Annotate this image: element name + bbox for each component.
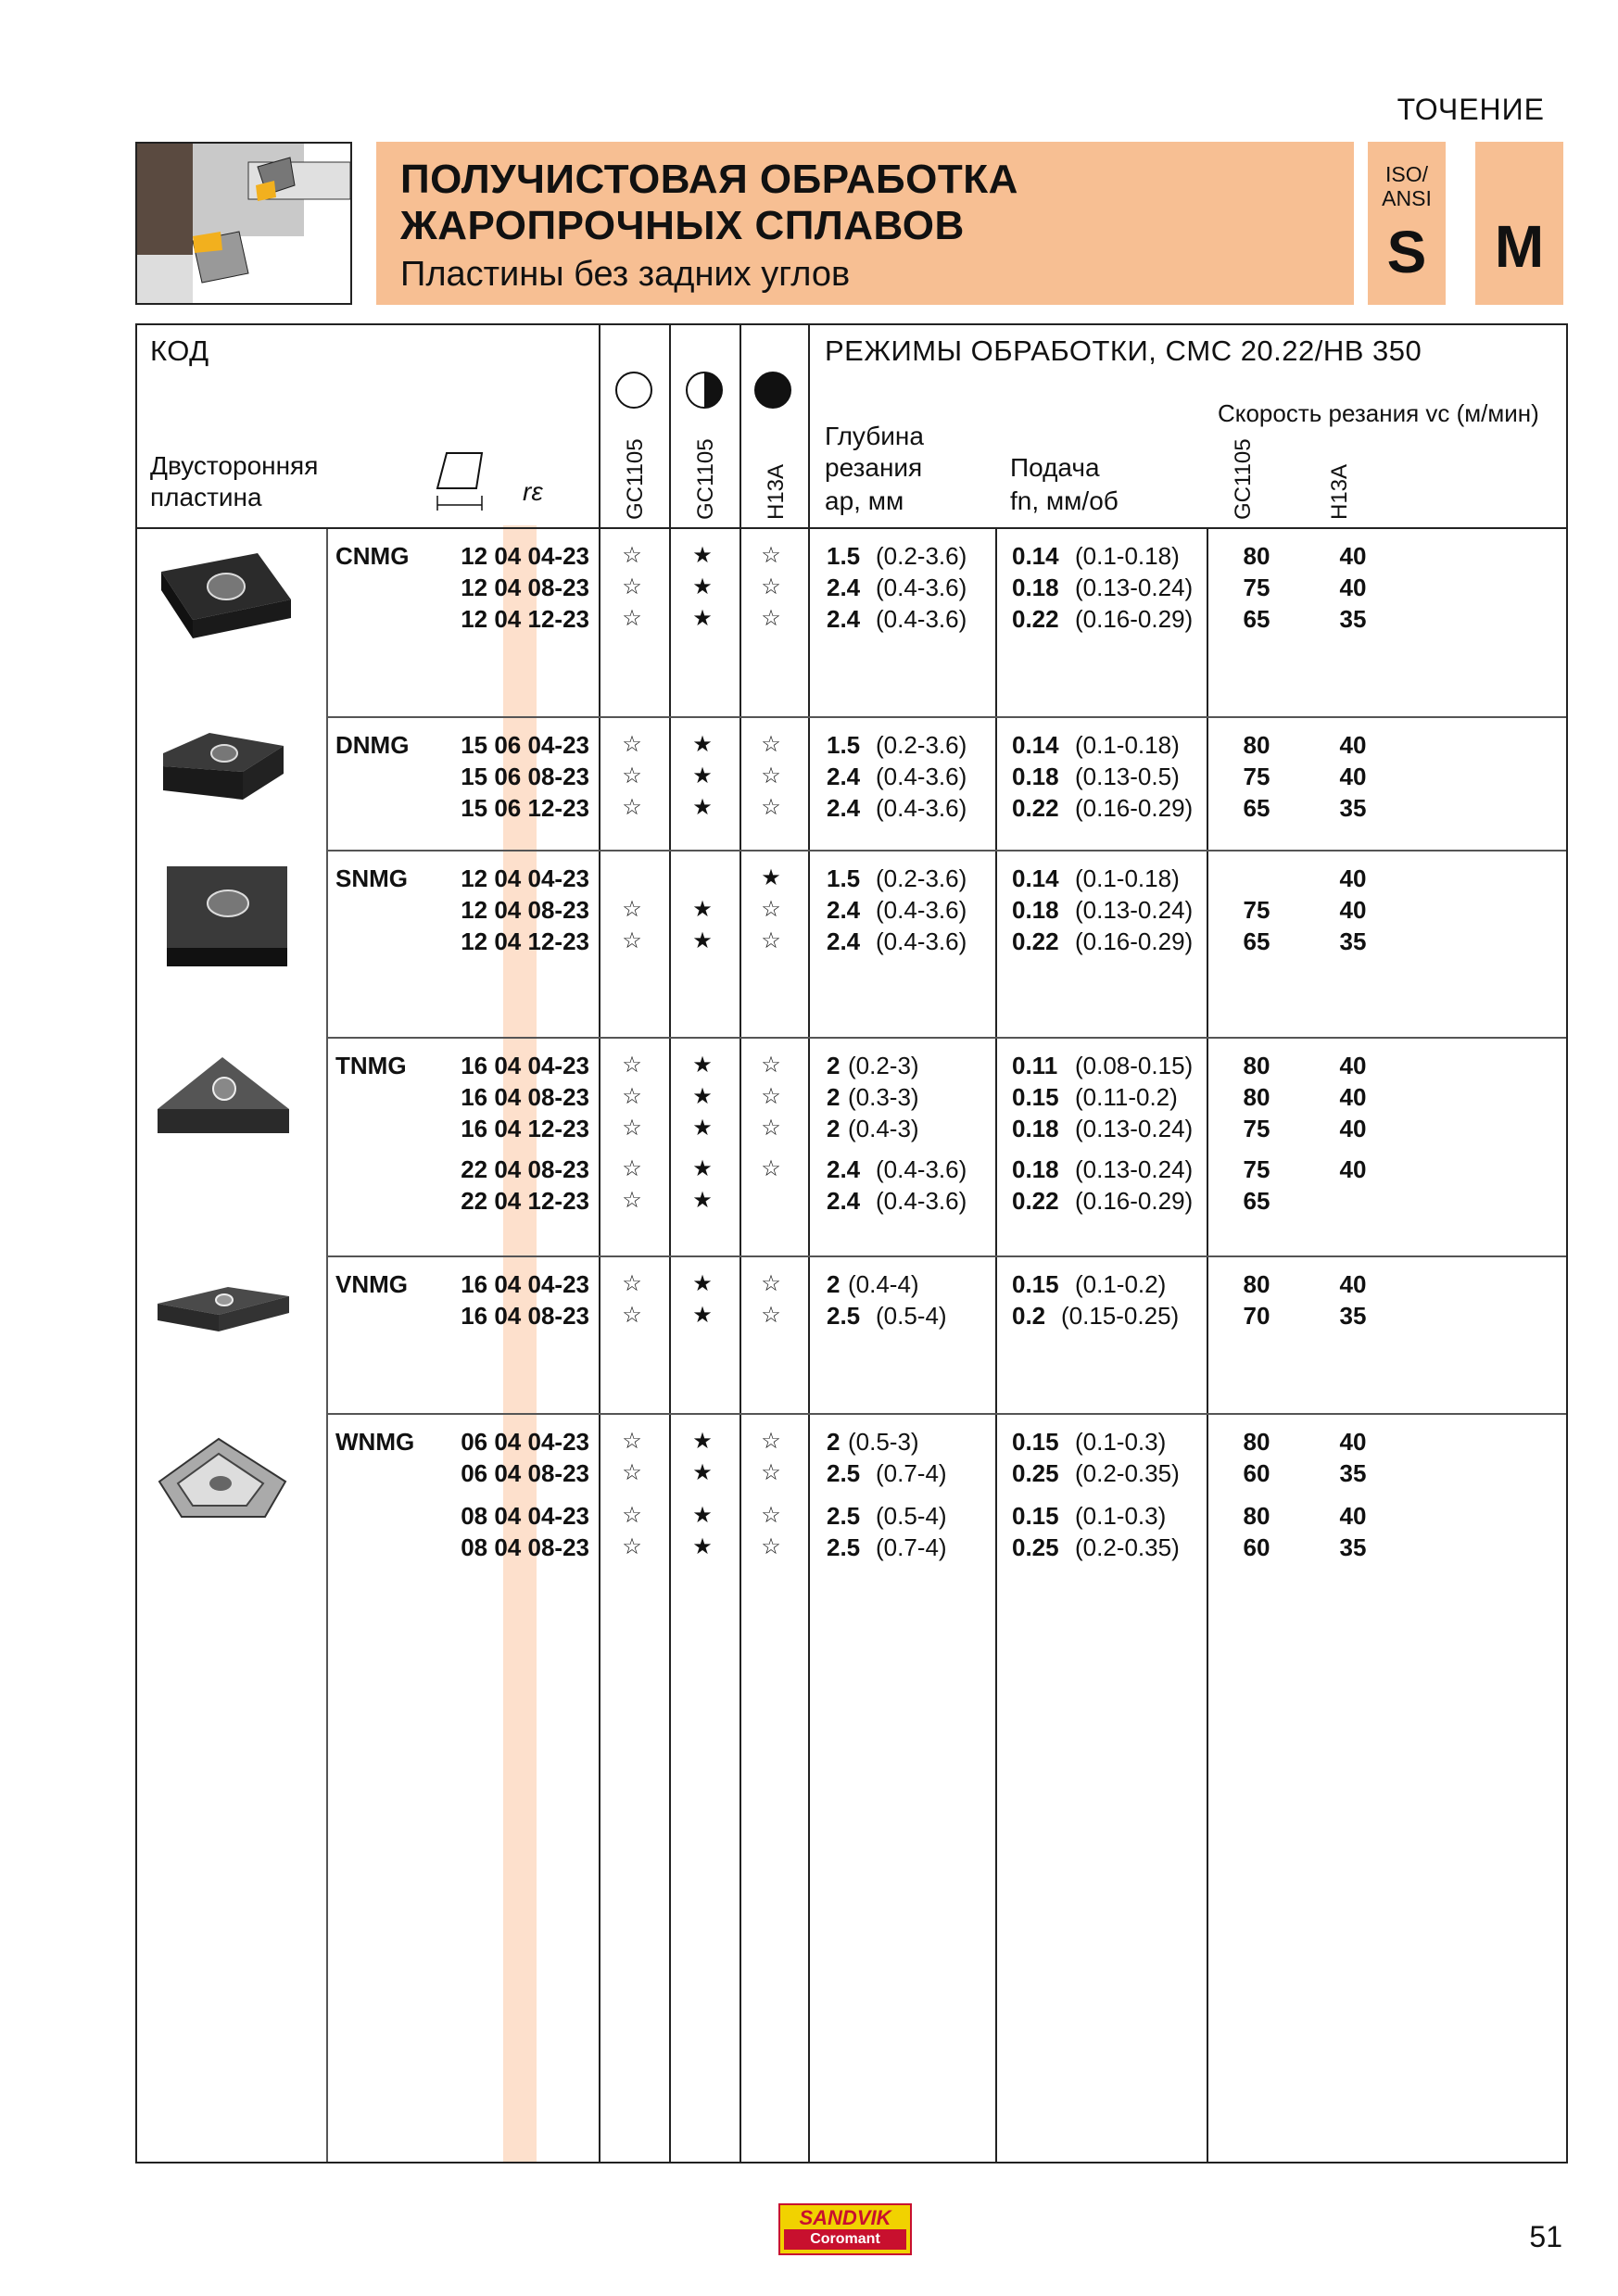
depth-range: (0.2-3.6) bbox=[876, 864, 967, 892]
grade-2-mark: ★ bbox=[692, 1188, 713, 1213]
grade-3-mark: ☆ bbox=[761, 928, 781, 953]
feed-value: 0.15 bbox=[1012, 1083, 1059, 1111]
dnmg-insert-icon bbox=[154, 725, 293, 818]
speed-grade-2: 40 bbox=[1339, 1052, 1367, 1079]
speed-grade-1: 75 bbox=[1243, 1155, 1270, 1183]
depth-value: 1.5 bbox=[827, 731, 861, 759]
speed-grade-2: 40 bbox=[1339, 574, 1367, 601]
depth-value: 2.4 bbox=[827, 574, 861, 601]
header-grade-2: GC1105 bbox=[693, 438, 718, 520]
speed-grade-1: 65 bbox=[1243, 927, 1270, 955]
feed-value: 0.22 bbox=[1012, 927, 1059, 955]
depth-value: 2 bbox=[827, 1083, 841, 1111]
grade-2-mark: ★ bbox=[692, 1503, 713, 1528]
speed-grade-2: 40 bbox=[1339, 864, 1367, 892]
grade-3-mark: ☆ bbox=[761, 1053, 781, 1078]
insert-code: 08 04 08-23 bbox=[461, 1533, 589, 1561]
grade-1-mark: ☆ bbox=[622, 1156, 642, 1181]
speed-grade-1: 70 bbox=[1243, 1302, 1270, 1330]
feed-value: 0.15 bbox=[1012, 1502, 1059, 1530]
grade-3-mark: ☆ bbox=[761, 795, 781, 820]
speed-grade-1: 80 bbox=[1243, 1052, 1270, 1079]
insert-prefix: VNMG bbox=[335, 1270, 408, 1298]
depth-range: (0.4-3.6) bbox=[876, 794, 967, 822]
speed-grade-2: 40 bbox=[1339, 1115, 1367, 1142]
depth-range: (0.7-4) bbox=[876, 1533, 947, 1561]
speed-grade-1: 75 bbox=[1243, 574, 1270, 601]
header-divider bbox=[137, 527, 1566, 529]
insert-code: 08 04 04-23 bbox=[461, 1502, 589, 1530]
speed-grade-1: 65 bbox=[1243, 1187, 1270, 1215]
grade-3-mark: ☆ bbox=[761, 1460, 781, 1485]
depth-value: 2.5 bbox=[827, 1533, 861, 1561]
feed-range: (0.16-0.29) bbox=[1075, 927, 1194, 955]
grade-1-mark: ☆ bbox=[622, 928, 642, 953]
depth-value: 2.4 bbox=[827, 896, 861, 924]
grade-2-mark: ★ bbox=[692, 1156, 713, 1181]
insert-prefix: SNMG bbox=[335, 864, 408, 892]
group-divider bbox=[326, 1037, 1566, 1039]
medium-circle-icon bbox=[686, 372, 723, 409]
speed-grade-2: 40 bbox=[1339, 1270, 1367, 1298]
depth-value: 2 bbox=[827, 1270, 841, 1298]
grade-1-mark: ☆ bbox=[622, 1303, 642, 1328]
insert-code: 12 04 04-23 bbox=[461, 542, 589, 570]
header-re: rε bbox=[523, 477, 543, 506]
depth-range: (0.4-3) bbox=[848, 1115, 919, 1142]
grade-2-mark: ★ bbox=[692, 732, 713, 757]
insert-code: 15 06 04-23 bbox=[461, 731, 589, 759]
header-feed-2: fn, мм/об bbox=[1010, 486, 1119, 515]
feed-value: 0.18 bbox=[1012, 1155, 1059, 1183]
insert-code: 12 04 12-23 bbox=[461, 927, 589, 955]
speed-grade-1: 80 bbox=[1243, 1428, 1270, 1456]
speed-grade-2: 40 bbox=[1339, 1502, 1367, 1530]
iso-m-box bbox=[1475, 142, 1563, 305]
insert-code: 16 04 08-23 bbox=[461, 1302, 589, 1330]
page-number: 51 bbox=[1529, 2220, 1562, 2253]
grade-3-mark: ☆ bbox=[761, 732, 781, 757]
depth-range: (0.4-3.6) bbox=[876, 896, 967, 924]
depth-range: (0.7-4) bbox=[876, 1459, 947, 1487]
grade-1-mark: ☆ bbox=[622, 1271, 642, 1296]
depth-range: (0.2-3.6) bbox=[876, 731, 967, 759]
feed-value: 0.22 bbox=[1012, 605, 1059, 633]
feed-range: (0.1-0.18) bbox=[1075, 542, 1180, 570]
feed-range: (0.2-0.35) bbox=[1075, 1459, 1180, 1487]
insert-code: 16 04 04-23 bbox=[461, 1052, 589, 1079]
insert-code: 06 04 04-23 bbox=[461, 1428, 589, 1456]
insert-outline-icon bbox=[434, 449, 489, 514]
wnmg-insert-icon bbox=[154, 1432, 293, 1533]
insert-code: 06 04 08-23 bbox=[461, 1459, 589, 1487]
grade-3-mark: ☆ bbox=[761, 1429, 781, 1454]
iso-letter-s: S bbox=[1386, 219, 1427, 285]
grade-2-mark: ★ bbox=[692, 897, 713, 922]
grade-1-mark: ☆ bbox=[622, 1534, 642, 1559]
speed-grade-2: 35 bbox=[1339, 605, 1367, 633]
speed-grade-2: 35 bbox=[1339, 1302, 1367, 1330]
iso-label-2: ANSI bbox=[1382, 186, 1432, 210]
feed-value: 0.15 bbox=[1012, 1428, 1059, 1456]
grade-3-mark: ☆ bbox=[761, 543, 781, 568]
grade-1-mark: ☆ bbox=[622, 1116, 642, 1141]
feed-range: (0.1-0.3) bbox=[1075, 1428, 1167, 1456]
group-divider bbox=[326, 716, 1566, 718]
grade-2-mark: ★ bbox=[692, 606, 713, 631]
grade-2-mark: ★ bbox=[692, 1429, 713, 1454]
depth-range: (0.4-3.6) bbox=[876, 574, 967, 601]
header-insert-label-2: пластина bbox=[150, 483, 262, 511]
header-vc-grade-2: H13A bbox=[1327, 463, 1352, 520]
grade-3-mark: ☆ bbox=[761, 1156, 781, 1181]
depth-value: 1.5 bbox=[827, 864, 861, 892]
title-banner bbox=[376, 142, 1354, 305]
speed-grade-2: 40 bbox=[1339, 1428, 1367, 1456]
feed-range: (0.16-0.29) bbox=[1075, 605, 1194, 633]
depth-range: (0.5-4) bbox=[876, 1502, 947, 1530]
depth-range: (0.2-3.6) bbox=[876, 542, 967, 570]
header-depth-1: Глубина bbox=[825, 422, 924, 450]
header-vc-grade-1: GC1105 bbox=[1231, 438, 1256, 520]
insert-code: 12 04 12-23 bbox=[461, 605, 589, 633]
insert-code: 16 04 08-23 bbox=[461, 1083, 589, 1111]
speed-grade-1: 80 bbox=[1243, 542, 1270, 570]
speed-grade-2: 40 bbox=[1339, 763, 1367, 790]
col-divider bbox=[669, 325, 671, 2162]
grade-3-mark: ☆ bbox=[761, 606, 781, 631]
depth-range: (0.5-4) bbox=[876, 1302, 947, 1330]
insert-code: 15 06 08-23 bbox=[461, 763, 589, 790]
speed-grade-1: 75 bbox=[1243, 763, 1270, 790]
grade-1-mark: ☆ bbox=[622, 1188, 642, 1213]
grade-1-mark: ☆ bbox=[622, 732, 642, 757]
header-code: КОД bbox=[150, 334, 209, 367]
feed-range: (0.13-0.24) bbox=[1075, 1155, 1194, 1183]
grade-1-mark: ☆ bbox=[622, 763, 642, 788]
feed-value: 0.18 bbox=[1012, 1115, 1059, 1142]
depth-value: 2.4 bbox=[827, 605, 861, 633]
depth-range: (0.2-3) bbox=[848, 1052, 919, 1079]
grade-2-mark: ★ bbox=[692, 763, 713, 788]
depth-range: (0.5-3) bbox=[848, 1428, 919, 1456]
grade-3-mark: ☆ bbox=[761, 1116, 781, 1141]
feed-value: 0.14 bbox=[1012, 731, 1059, 759]
speed-grade-2: 35 bbox=[1339, 927, 1367, 955]
feed-range: (0.08-0.15) bbox=[1075, 1052, 1194, 1079]
grade-1-mark: ☆ bbox=[622, 897, 642, 922]
depth-value: 2.5 bbox=[827, 1302, 861, 1330]
insert-code: 15 06 12-23 bbox=[461, 794, 589, 822]
depth-value: 2.5 bbox=[827, 1459, 861, 1487]
speed-grade-2: 40 bbox=[1339, 1083, 1367, 1111]
insert-code: 22 04 12-23 bbox=[461, 1187, 589, 1215]
col-divider bbox=[1207, 527, 1208, 2162]
feed-value: 0.18 bbox=[1012, 574, 1059, 601]
grade-3-mark: ★ bbox=[761, 865, 781, 890]
feed-value: 0.14 bbox=[1012, 542, 1059, 570]
grade-1-mark: ☆ bbox=[622, 574, 642, 599]
grade-1-mark: ☆ bbox=[622, 1053, 642, 1078]
depth-range: (0.4-3.6) bbox=[876, 1155, 967, 1183]
speed-grade-2: 40 bbox=[1339, 1155, 1367, 1183]
title-line-2: ЖАРОПРОЧНЫХ СПЛАВОВ bbox=[400, 203, 965, 248]
speed-grade-1: 65 bbox=[1243, 794, 1270, 822]
depth-value: 1.5 bbox=[827, 542, 861, 570]
brand-sub: Coromant bbox=[784, 2229, 906, 2250]
grade-1-mark: ☆ bbox=[622, 543, 642, 568]
speed-grade-1: 80 bbox=[1243, 1270, 1270, 1298]
subtitle: Пластины без задних углов bbox=[400, 255, 851, 294]
header-grade-3: H13A bbox=[764, 463, 789, 520]
depth-value: 2.4 bbox=[827, 927, 861, 955]
depth-range: (0.4-3.6) bbox=[876, 763, 967, 790]
col-divider bbox=[808, 325, 810, 2162]
grade-1-mark: ☆ bbox=[622, 1503, 642, 1528]
col-divider bbox=[995, 527, 997, 2162]
speed-grade-1: 60 bbox=[1243, 1533, 1270, 1561]
grade-3-mark: ☆ bbox=[761, 1084, 781, 1109]
feed-range: (0.2-0.35) bbox=[1075, 1533, 1180, 1561]
feed-value: 0.22 bbox=[1012, 1187, 1059, 1215]
snmg-insert-icon bbox=[158, 859, 297, 979]
depth-value: 2 bbox=[827, 1052, 841, 1079]
operation-thumbnail bbox=[135, 142, 352, 305]
grade-3-mark: ☆ bbox=[761, 1503, 781, 1528]
feed-range: (0.13-0.5) bbox=[1075, 763, 1180, 790]
feed-range: (0.1-0.18) bbox=[1075, 864, 1180, 892]
grade-2-mark: ★ bbox=[692, 1271, 713, 1296]
feed-range: (0.1-0.3) bbox=[1075, 1502, 1167, 1530]
header-depth-3: ap, мм bbox=[825, 486, 904, 515]
grade-3-mark: ☆ bbox=[761, 574, 781, 599]
iso-box bbox=[1368, 142, 1446, 305]
feed-range: (0.16-0.29) bbox=[1075, 794, 1194, 822]
insert-code: 22 04 08-23 bbox=[461, 1155, 589, 1183]
feed-range: (0.15-0.25) bbox=[1061, 1302, 1180, 1330]
feed-value: 0.11 bbox=[1012, 1052, 1058, 1079]
grade-3-mark: ☆ bbox=[761, 763, 781, 788]
section-label: ТОЧЕНИЕ bbox=[1397, 93, 1545, 126]
depth-range: (0.4-3.6) bbox=[876, 927, 967, 955]
feed-range: (0.13-0.24) bbox=[1075, 574, 1194, 601]
feed-value: 0.14 bbox=[1012, 864, 1059, 892]
col-divider bbox=[739, 325, 741, 2162]
feed-value: 0.18 bbox=[1012, 896, 1059, 924]
speed-grade-2: 40 bbox=[1339, 731, 1367, 759]
feed-range: (0.13-0.24) bbox=[1075, 1115, 1194, 1142]
grade-2-mark: ★ bbox=[692, 1303, 713, 1328]
grade-2-mark: ★ bbox=[692, 1116, 713, 1141]
insert-prefix: CNMG bbox=[335, 542, 410, 570]
insert-code: 12 04 04-23 bbox=[461, 864, 589, 892]
grade-2-mark: ★ bbox=[692, 1084, 713, 1109]
grade-2-mark: ★ bbox=[692, 1053, 713, 1078]
header-speed: Скорость резания vc (м/мин) bbox=[1218, 399, 1539, 427]
speed-grade-1: 65 bbox=[1243, 605, 1270, 633]
feed-range: (0.1-0.18) bbox=[1075, 731, 1180, 759]
header-depth-2: резания bbox=[825, 453, 923, 482]
speed-grade-1: 75 bbox=[1243, 896, 1270, 924]
tnmg-insert-icon bbox=[154, 1048, 293, 1159]
feed-range: (0.16-0.29) bbox=[1075, 1187, 1194, 1215]
iso-label-1: ISO/ bbox=[1384, 162, 1428, 186]
depth-value: 2.4 bbox=[827, 763, 861, 790]
grade-2-mark: ★ bbox=[692, 928, 713, 953]
grade-3-mark: ☆ bbox=[761, 1534, 781, 1559]
depth-value: 2 bbox=[827, 1115, 841, 1142]
grade-1-mark: ☆ bbox=[622, 1429, 642, 1454]
sandvik-logo bbox=[778, 2203, 912, 2255]
speed-grade-1: 80 bbox=[1243, 731, 1270, 759]
feed-value: 0.2 bbox=[1012, 1302, 1046, 1330]
insert-prefix: DNMG bbox=[335, 731, 410, 759]
feed-range: (0.11-0.2) bbox=[1075, 1083, 1178, 1111]
grade-1-mark: ☆ bbox=[622, 606, 642, 631]
feed-range: (0.1-0.2) bbox=[1075, 1270, 1167, 1298]
depth-range: (0.4-4) bbox=[848, 1270, 919, 1298]
speed-grade-2: 40 bbox=[1339, 542, 1367, 570]
speed-grade-1: 80 bbox=[1243, 1083, 1270, 1111]
header-grade-1: GC1105 bbox=[623, 438, 648, 520]
group-divider bbox=[326, 1413, 1566, 1415]
header-feed-1: Подача bbox=[1010, 453, 1100, 482]
title-line-1: ПОЛУЧИСТОВАЯ ОБРАБОТКА bbox=[400, 157, 1018, 202]
depth-range: (0.4-3.6) bbox=[876, 605, 967, 633]
grade-1-mark: ☆ bbox=[622, 1460, 642, 1485]
grade-3-mark: ☆ bbox=[761, 1303, 781, 1328]
feed-value: 0.15 bbox=[1012, 1270, 1059, 1298]
vnmg-insert-icon bbox=[154, 1274, 293, 1348]
insert-prefix: WNMG bbox=[335, 1428, 415, 1456]
grade-3-mark: ☆ bbox=[761, 1271, 781, 1296]
depth-value: 2.4 bbox=[827, 1187, 861, 1215]
cnmg-insert-icon bbox=[154, 544, 293, 646]
col-divider bbox=[326, 527, 328, 2162]
header-insert-label-1: Двусторонняя bbox=[150, 451, 319, 480]
finishing-circle-icon bbox=[615, 372, 652, 409]
feed-value: 0.18 bbox=[1012, 763, 1059, 790]
depth-range: (0.4-3.6) bbox=[876, 1187, 967, 1215]
depth-value: 2.5 bbox=[827, 1502, 861, 1530]
speed-grade-2: 35 bbox=[1339, 1533, 1367, 1561]
speed-grade-2: 40 bbox=[1339, 896, 1367, 924]
insert-code: 16 04 04-23 bbox=[461, 1270, 589, 1298]
insert-prefix: TNMG bbox=[335, 1052, 407, 1079]
grade-2-mark: ★ bbox=[692, 574, 713, 599]
speed-grade-2: 35 bbox=[1339, 1459, 1367, 1487]
insert-code: 12 04 08-23 bbox=[461, 574, 589, 601]
feed-value: 0.22 bbox=[1012, 794, 1059, 822]
speed-grade-1: 75 bbox=[1243, 1115, 1270, 1142]
group-divider bbox=[326, 1255, 1566, 1257]
speed-grade-1: 60 bbox=[1243, 1459, 1270, 1487]
depth-value: 2 bbox=[827, 1428, 841, 1456]
grade-2-mark: ★ bbox=[692, 795, 713, 820]
col-divider bbox=[599, 325, 600, 2162]
insert-code: 16 04 12-23 bbox=[461, 1115, 589, 1142]
depth-value: 2.4 bbox=[827, 1155, 861, 1183]
feed-range: (0.13-0.24) bbox=[1075, 896, 1194, 924]
brand-name: SANDVIK bbox=[799, 2206, 891, 2229]
roughing-circle-icon bbox=[754, 372, 791, 409]
grade-3-mark: ☆ bbox=[761, 897, 781, 922]
insert-code: 12 04 08-23 bbox=[461, 896, 589, 924]
header-modes: РЕЖИМЫ ОБРАБОТКИ, CMC 20.22/HB 350 bbox=[825, 334, 1422, 367]
speed-grade-2: 35 bbox=[1339, 794, 1367, 822]
grade-2-mark: ★ bbox=[692, 543, 713, 568]
group-divider bbox=[326, 850, 1566, 852]
grade-1-mark: ☆ bbox=[622, 795, 642, 820]
grade-2-mark: ★ bbox=[692, 1460, 713, 1485]
speed-grade-1: 80 bbox=[1243, 1502, 1270, 1530]
feed-value: 0.25 bbox=[1012, 1459, 1059, 1487]
data-table bbox=[135, 323, 1568, 2164]
depth-value: 2.4 bbox=[827, 794, 861, 822]
feed-value: 0.25 bbox=[1012, 1533, 1059, 1561]
grade-2-mark: ★ bbox=[692, 1534, 713, 1559]
depth-range: (0.3-3) bbox=[848, 1083, 919, 1111]
grade-1-mark: ☆ bbox=[622, 1084, 642, 1109]
iso-letter-m: M bbox=[1494, 213, 1545, 280]
